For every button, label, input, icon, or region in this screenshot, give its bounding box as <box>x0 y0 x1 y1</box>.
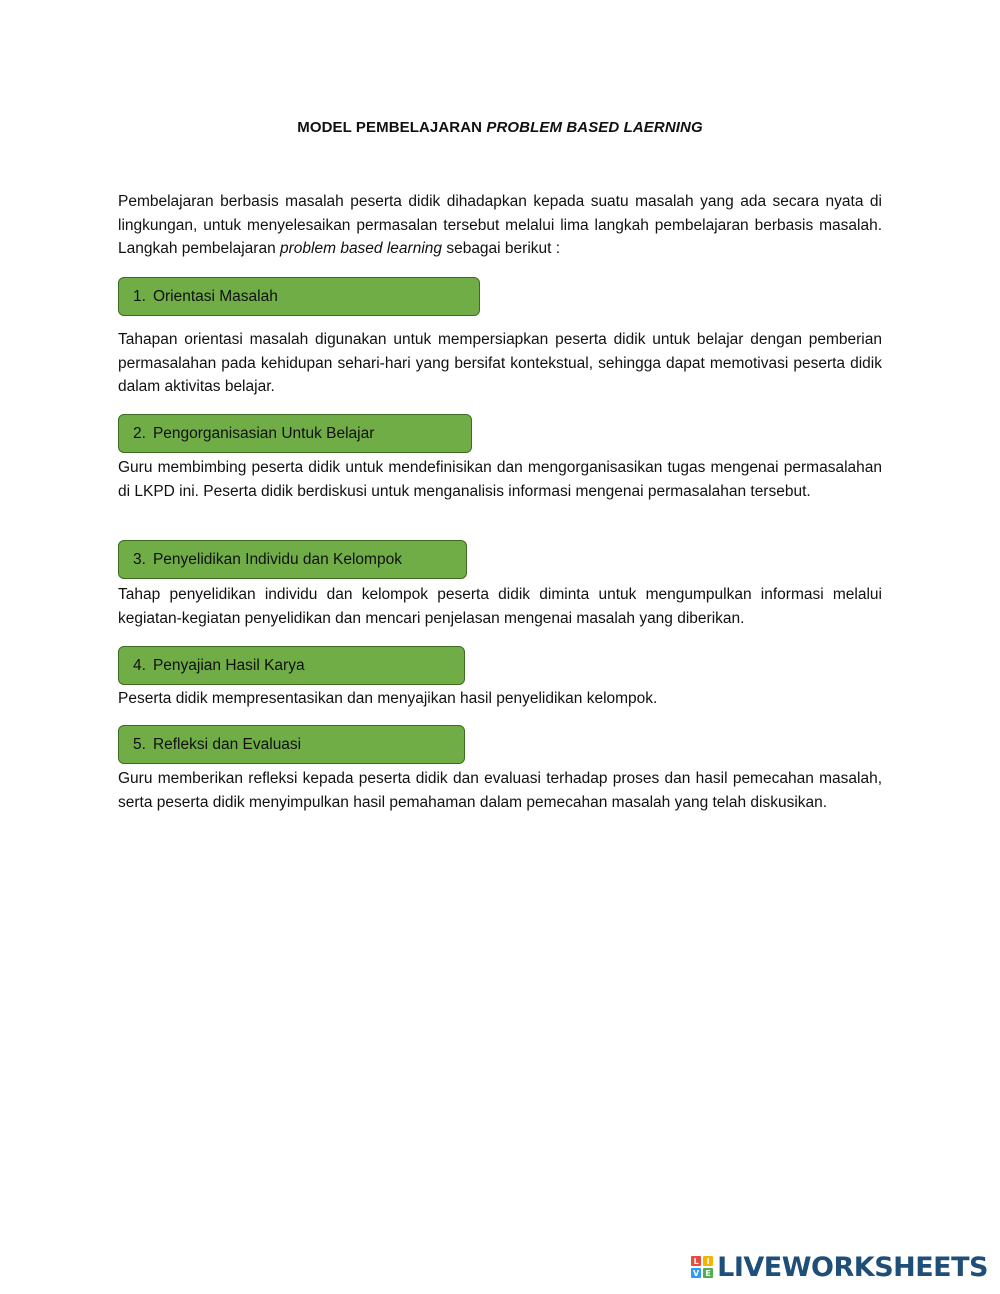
step-4-header <box>118 646 465 685</box>
intro-italic-text: problem based learning <box>280 240 443 257</box>
logo-tile: I <box>703 1256 713 1266</box>
logo-tile: L <box>691 1256 701 1266</box>
step-2-description: Guru membimbing peserta didik untuk mendefinisikan dan mengorganisasikan tugas mengenai permasalahan di LKPD ini. Peserta didik berdiskusi untuk menganalisis informasi mengenai permasalahan tersebut. <box>118 459 882 500</box>
step-label: Refleksi dan Evaluasi <box>152 735 302 753</box>
step-number: 2. <box>133 424 146 442</box>
step-number: 4. <box>133 656 146 674</box>
logo-text: LIVEWORKSHEETS <box>717 1251 988 1283</box>
step-label: Penyajian Hasil Karya <box>152 656 305 674</box>
step-label: Orientasi Masalah <box>152 287 278 305</box>
logo-mark-icon <box>691 1256 713 1278</box>
step-4-description: Peserta didik mempresentasikan dan menyajikan hasil penyelidikan kelompok. <box>118 690 658 707</box>
step-1-description: Tahapan orientasi masalah digunakan untuk mempersiapkan peserta didik untuk belajar dengan pemberian permasalahan pada kehidupan sehari-hari yang bersifat kontekstual, sehingga dapat memotivasi peserta didik dalam aktivitas belajar. <box>118 331 882 395</box>
intro-paragraph <box>118 190 882 261</box>
intro-text: Pembelajaran berbasis masalah peserta didik dihadapkan kepada suatu masalah yang ada secara nyata di lingkungan, untuk menyelesaikan permasalan tersebut melalui lima langkah pembelajaran berbasis masalah. Langkah pembelajaran <box>118 193 882 257</box>
step-3-header <box>118 540 467 579</box>
page-title <box>0 119 1000 136</box>
logo-tile: E <box>703 1268 713 1278</box>
intro-text-end: sebagai berikut : <box>442 240 561 257</box>
step-5-description: Guru memberikan refleksi kepada peserta didik dan evaluasi terhadap proses dan hasil pemecahan masalah, serta peserta didik menyimpulkan hasil pemahaman dalam pemecahan masalah yang telah diskusikan. <box>118 770 882 811</box>
step-1-header <box>118 277 480 316</box>
step-label: Penyelidikan Individu dan Kelompok <box>152 550 402 568</box>
step-2-header <box>118 414 472 453</box>
step-label: Pengorganisasian Untuk Belajar <box>152 424 375 442</box>
title-prefix: MODEL PEMBELAJARAN <box>297 119 487 136</box>
title-italic: PROBLEM BASED LAERNING <box>486 119 703 136</box>
liveworksheets-logo <box>691 1252 988 1282</box>
step-3-description: Tahap penyelidikan individu dan kelompok peserta didik diminta untuk mengumpulkan informasi melalui kegiatan-kegiatan penyelidikan dan mencari penjelasan mengenai masalah yang diberikan. <box>118 586 882 627</box>
step-number: 1. <box>133 287 146 305</box>
step-number: 5. <box>133 735 146 753</box>
step-number: 3. <box>133 550 146 568</box>
logo-tile: V <box>693 1268 700 1278</box>
step-5-header <box>118 725 465 764</box>
